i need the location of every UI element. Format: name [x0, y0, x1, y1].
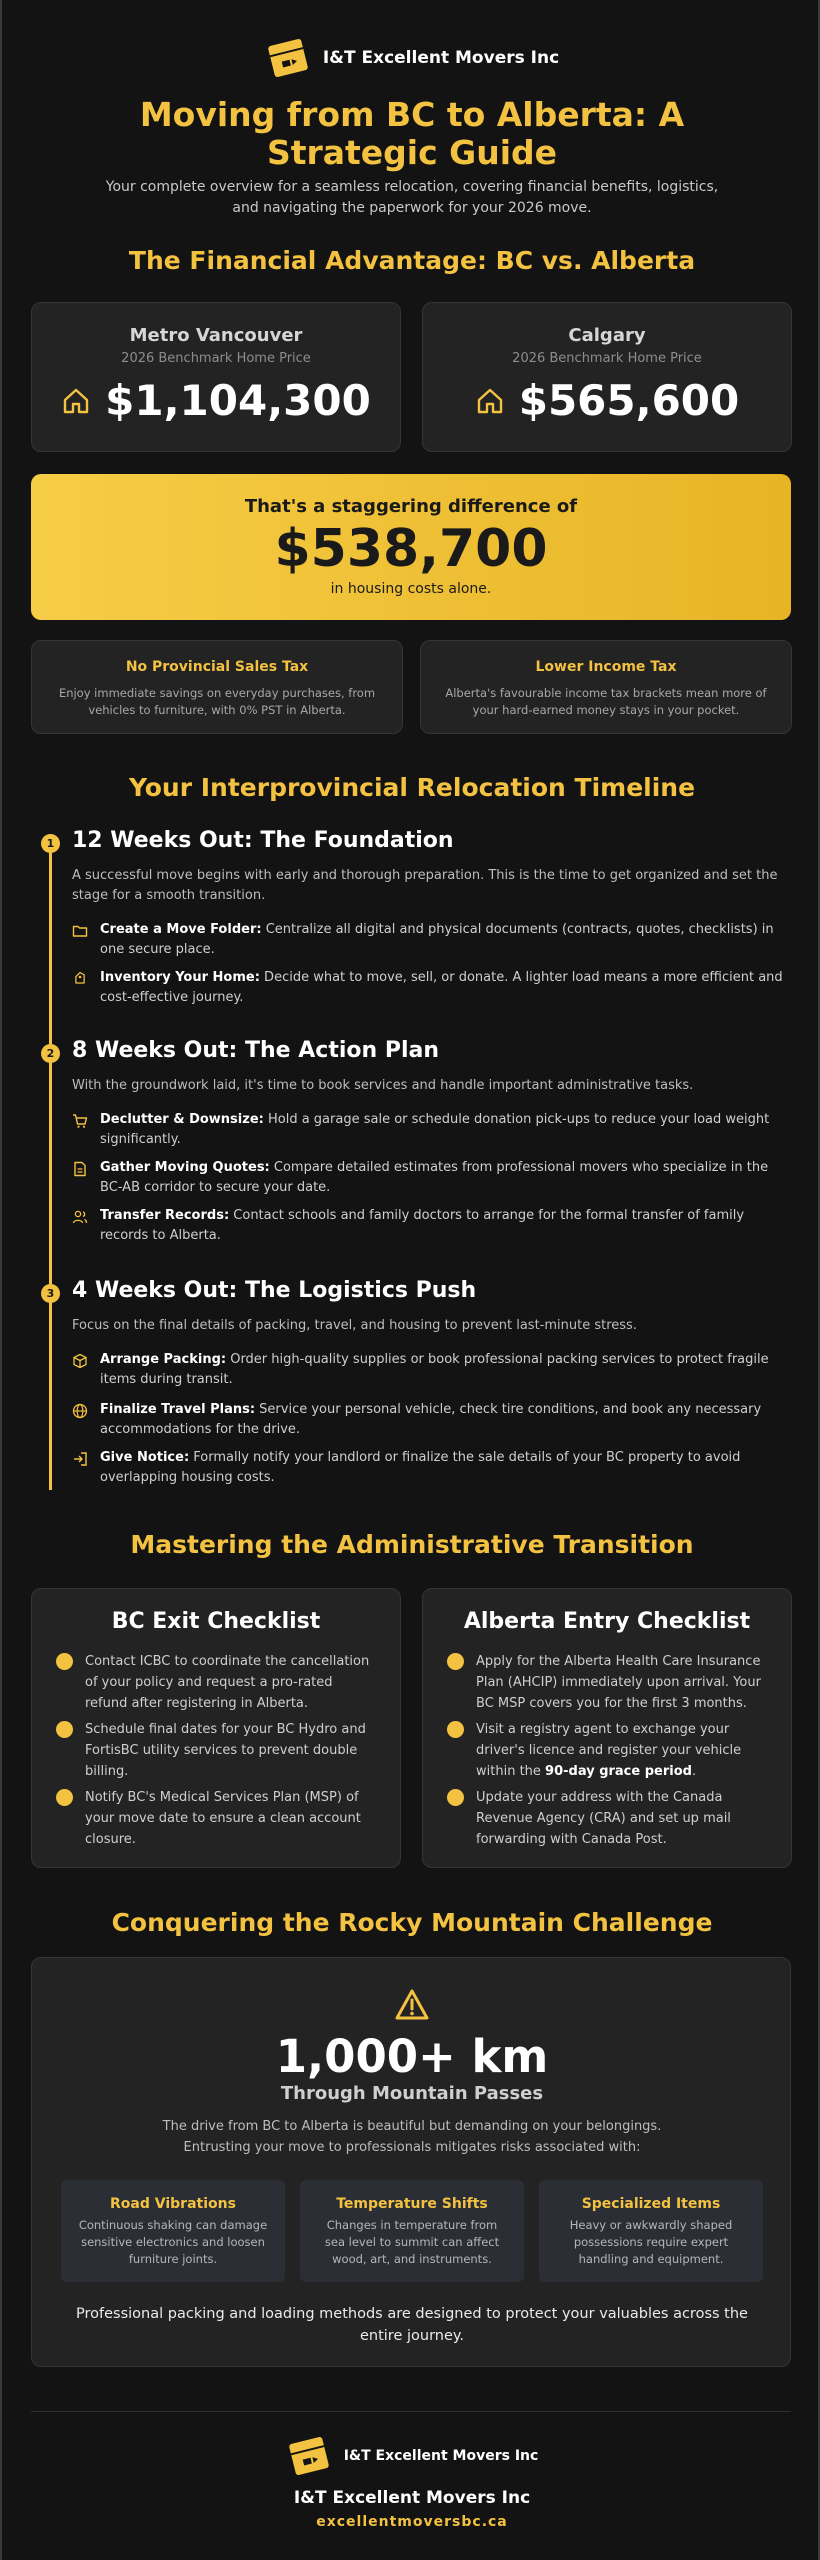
timeline-item: [72, 1400, 784, 1440]
footer-brand[interactable]: [2, 2434, 820, 2478]
page-title: Moving from BC to Alberta: A Strategic Guide: [139, 95, 685, 172]
bullet-dot-icon: [56, 1721, 73, 1738]
folder-icon: [72, 923, 88, 939]
timeline-item: [72, 1448, 784, 1488]
price-card-label: 2026 Benchmark Home Price: [121, 351, 311, 366]
price-card-calgary: [422, 302, 792, 452]
timeline-item-text: Contact schools and family doctors to arrange for the formal transfer of family records to Alberta.: [100, 1208, 745, 1243]
difference-lead: That's a staggering difference of: [244, 496, 578, 517]
timeline-step-title: 4 Weeks Out: The Logistics Push: [72, 1278, 477, 1303]
risk-text: Continuous shaking can damage sensitive electronics and loosen furniture joints.: [78, 2218, 268, 2266]
financial-section-title: The Financial Advantage: BC vs. Alberta: [128, 246, 696, 275]
timeline-item-label: Finalize Travel Plans:: [100, 1402, 256, 1417]
difference-amount: $538,700: [274, 519, 548, 579]
checklist-item-text: Schedule final dates for your BC Hydro and FortisBC utility services to prevent double billing.: [85, 1722, 366, 1779]
timeline-item-text: Hold a garage sale or schedule donation pick-ups to reduce your load weight significantly.: [100, 1112, 770, 1147]
checklist-item: [447, 1787, 769, 1850]
checklist-item: [56, 1787, 378, 1850]
footer-company-name: I&T Excellent Movers Inc: [293, 2488, 531, 2508]
home-icon: [61, 386, 91, 416]
footer-divider: [31, 2411, 791, 2412]
checklist-item-text: Apply for the Alberta Health Care Insurance Plan (AHCIP) immediately upon arrival. Your BC MSP covers you for the first 3 months.: [476, 1654, 761, 1711]
checklist-item-text: Visit a registry agent to exchange your driver's licence and register your vehicle within the: [476, 1722, 742, 1779]
timeline-item-text: Decide what to move, sell, or donate. A lighter load means a more efficient and cost-effective journey.: [100, 970, 783, 1005]
timeline-step-number: 1: [41, 834, 60, 853]
rocky-intro: The drive from BC to Alberta is beautiful but demanding on your belongings. Entrusting your move to professionals mitigates risks associated with:: [162, 2119, 662, 2155]
timeline-item: [72, 1110, 784, 1150]
brand-name: I&T Excellent Movers Inc: [322, 48, 560, 68]
users-icon: [72, 1209, 88, 1225]
timeline-step-number: 3: [41, 1284, 60, 1303]
rocky-mountain-card: [31, 1957, 791, 2367]
timeline-step-title: 12 Weeks Out: The Foundation: [72, 828, 454, 853]
timeline-item: [72, 968, 784, 1008]
bullet-dot-icon: [56, 1789, 73, 1806]
moving-box-logo-icon: [286, 2434, 332, 2478]
price-amount: $1,104,300: [105, 376, 371, 425]
timeline-step-intro: Focus on the final details of packing, travel, and housing to prevent last-minute stress.: [72, 1318, 637, 1333]
footer-brand-name: I&T Excellent Movers Inc: [343, 2448, 539, 2464]
rocky-section-title: Conquering the Rocky Mountain Challenge: [111, 1908, 713, 1937]
risk-text: Changes in temperature from sea level to summit can affect wood, art, and instruments.: [324, 2218, 500, 2266]
distance-subtitle: Through Mountain Passes: [280, 2083, 544, 2104]
timeline-item-label: Gather Moving Quotes:: [100, 1160, 270, 1175]
tax-card-title: No Provincial Sales Tax: [125, 659, 309, 675]
timeline-item: [72, 1158, 784, 1198]
risk-card-specialized: [539, 2180, 763, 2282]
checklist-item-text: Notify BC's Medical Services Plan (MSP) of your move date to ensure a clean account closure.: [85, 1790, 361, 1847]
moving-box-logo-icon: [265, 36, 311, 80]
timeline-item-text: Centralize all digital and physical documents (contracts, quotes, checklists) in one secure place.: [100, 922, 774, 957]
document-icon: [72, 1161, 88, 1177]
checklist-item-text: Contact ICBC to coordinate the cancellation of your policy and request a pro-rated refund after registering in Alberta.: [85, 1654, 370, 1711]
sign-in-icon: [72, 1451, 88, 1467]
checklist-item-text: Update your address with the Canada Revenue Agency (CRA) and set up mail forwarding with Canada Post.: [476, 1790, 731, 1847]
tag-icon: [72, 971, 88, 987]
price-amount: $565,600: [518, 376, 740, 425]
risk-card-temperature: [300, 2180, 524, 2282]
difference-tail: in housing costs alone.: [330, 581, 492, 597]
checklist-item-emphasis: 90-day grace period: [545, 1764, 692, 1779]
timeline-item: [72, 1350, 784, 1390]
tax-card-income: [420, 640, 792, 734]
checklist-item: [56, 1651, 378, 1714]
timeline-item-label: Inventory Your Home:: [100, 970, 260, 985]
timeline-step-intro: A successful move begins with early and thorough preparation. This is the time to get organized and set the stage for a smooth transition.: [72, 868, 778, 903]
bullet-dot-icon: [447, 1721, 464, 1738]
risk-card-road: [61, 2180, 285, 2282]
price-card-city: Metro Vancouver: [129, 325, 303, 346]
timeline-item-label: Create a Move Folder:: [100, 922, 262, 937]
bullet-dot-icon: [447, 1789, 464, 1806]
home-icon: [475, 386, 505, 416]
timeline-item-text: Formally notify your landlord or finalize the sale details of your BC property to avoid overlapping housing costs.: [100, 1450, 741, 1485]
checklist-item: [447, 1651, 769, 1714]
risk-text: Heavy or awkwardly shaped possessions require expert handling and equipment.: [569, 2218, 733, 2266]
package-icon: [72, 1353, 88, 1369]
price-card-label: 2026 Benchmark Home Price: [512, 351, 702, 366]
timeline-item: [72, 1206, 784, 1246]
checklist-item-text-end: .: [691, 1764, 697, 1779]
timeline-item: [72, 920, 784, 960]
timeline-item-label: Give Notice:: [100, 1450, 190, 1465]
globe-icon: [72, 1403, 88, 1419]
risk-title: Road Vibrations: [110, 2196, 236, 2212]
alberta-entry-checklist: [422, 1588, 792, 1868]
price-card-vancouver: [31, 302, 401, 452]
price-card-city: Calgary: [568, 325, 646, 346]
page-subtitle: Your complete overview for a seamless relocation, covering financial benefits, logistics, and navigating the paperwork for your 2026 move.: [105, 179, 719, 216]
cart-icon: [72, 1113, 88, 1129]
tax-card-title: Lower Income Tax: [535, 659, 677, 675]
timeline-item-label: Declutter & Downsize:: [100, 1112, 264, 1127]
admin-section-title: Mastering the Administrative Transition: [130, 1530, 694, 1559]
timeline-item-label: Arrange Packing:: [100, 1352, 227, 1367]
price-difference-banner: [31, 474, 791, 620]
timeline-section-title: Your Interprovincial Relocation Timeline: [128, 773, 696, 802]
bullet-dot-icon: [447, 1653, 464, 1670]
timeline-item-label: Transfer Records:: [100, 1208, 230, 1223]
timeline-line: [49, 842, 52, 1490]
timeline-step-number: 2: [41, 1044, 60, 1063]
timeline-step-intro: With the groundwork laid, it's time to book services and handle important administrative tasks.: [72, 1078, 694, 1093]
header-brand[interactable]: [2, 36, 820, 80]
bc-exit-checklist: [31, 1588, 401, 1868]
bullet-dot-icon: [56, 1653, 73, 1670]
warning-triangle-icon: [394, 1988, 430, 2022]
risk-title: Temperature Shifts: [336, 2196, 488, 2212]
footer-website-link[interactable]: excellentmoversbc.ca: [316, 2514, 508, 2530]
checklist-item: [56, 1719, 378, 1782]
tax-card-text: Enjoy immediate savings on everyday purchases, from vehicles to furniture, with 0% PST in Alberta.: [58, 686, 376, 717]
risk-title: Specialized Items: [581, 2196, 721, 2212]
distance-value: 1,000+ km: [275, 2030, 549, 2083]
checklist-title: BC Exit Checklist: [111, 1609, 321, 1634]
checklist-title: Alberta Entry Checklist: [463, 1609, 751, 1634]
checklist-item: [447, 1719, 769, 1782]
rocky-footer-text: Professional packing and loading methods are designed to protect your valuables across the entire journey.: [76, 2306, 748, 2344]
timeline-item-text: Compare detailed estimates from professional movers who specialize in the BC-AB corridor to secure your date.: [100, 1160, 769, 1195]
timeline-item-text: Service your personal vehicle, check tire conditions, and book any necessary accommodations for the drive.: [100, 1402, 762, 1437]
timeline-item-text: Order high-quality supplies or book professional packing services to protect fragile items during transit.: [100, 1352, 769, 1387]
tax-card-text: Alberta's favourable income tax brackets mean more of your hard-earned money stays in your pocket.: [445, 686, 767, 717]
timeline-step-title: 8 Weeks Out: The Action Plan: [72, 1038, 439, 1063]
tax-card-sales: [31, 640, 403, 734]
